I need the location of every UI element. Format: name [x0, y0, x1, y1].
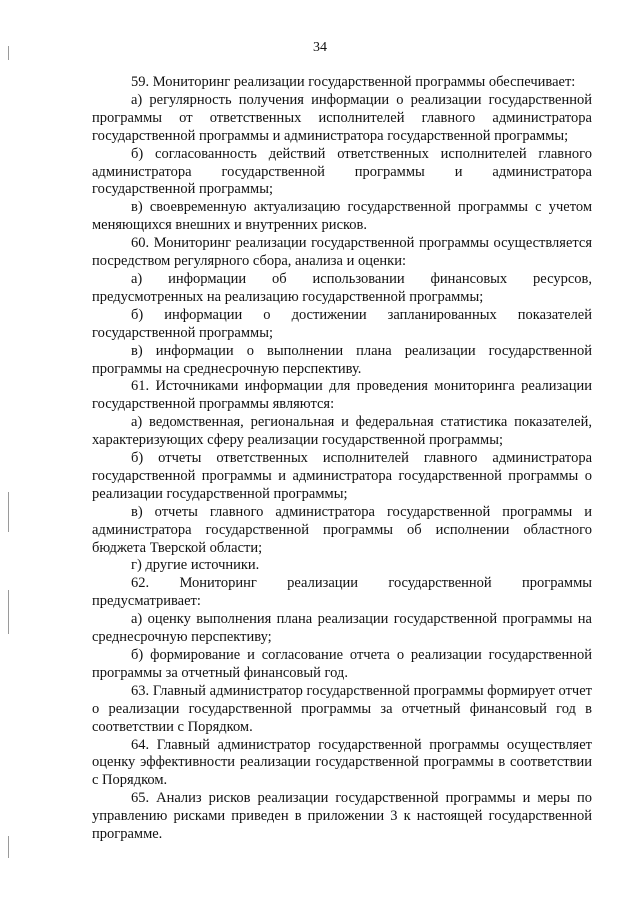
paragraph-62: 62. Мониторинг реализации государственной программы предусматривает:: [92, 575, 592, 610]
margin-mark-lower: [8, 590, 9, 634]
paragraph-65: 65. Анализ рисков реализации государственной программы и меры по управлению рисками приведен в приложении 3 к настоящей государственной программе.: [92, 790, 592, 843]
margin-mark-middle: [8, 492, 9, 532]
paragraph-61d: г) другие источники.: [131, 557, 260, 574]
paragraph-59a: а) регулярность получения информации о реализации государственной программы от ответственных исполнителей главного администратора государственной программы и администратора государственной программы;: [92, 91, 592, 144]
paragraph-61b: б) отчеты ответственных исполнителей главного администратора государственной программы и администратора государственной программы о реализации государственной программы;: [92, 450, 592, 502]
paragraph-61c: в) отчеты главного администратора государственной программы и администратора государственной программы об исполнении областного бюджета Тверской области;: [92, 503, 592, 556]
document-body: [92, 74, 592, 844]
paragraph-59: 59. Мониторинг реализации государственной программы обеспечивает:: [131, 74, 576, 90]
margin-mark-bottom: [8, 836, 9, 858]
paragraph-64: 64. Главный администратор государственной программы осуществляет оценку эффективности реализации государственной программы в соответствии с Порядком.: [92, 736, 592, 789]
paragraph-60c: в) информации о выполнении плана реализации государственной программы на среднесрочную перспективу.: [92, 342, 592, 377]
paragraph-62a: а) оценку выполнения плана реализации государственной программы на среднесрочную перспективу;: [92, 611, 592, 646]
paragraph-61: 61. Источниками информации для проведения мониторинга реализации государственной программы являются:: [92, 378, 592, 413]
paragraph-62b: б) формирование и согласование отчета о реализации государственной программы за отчетный финансовый год.: [92, 647, 592, 681]
page-number: 34: [313, 40, 327, 55]
paragraph-60b: б) информации о достижении запланированных показателей государственной программы;: [92, 306, 592, 341]
paragraph-59b: б) согласованность действий ответственных исполнителей главного администратора государственной программы и администратора государственной программы;: [92, 145, 592, 198]
paragraph-61a: а) ведомственная, региональная и федеральная статистика показателей, характеризующих сферу реализации государственной программы;: [92, 414, 592, 449]
paragraph-60: 60. Мониторинг реализации государственной программы осуществляется посредством регулярного сбора, анализа и оценки:: [92, 235, 592, 270]
paragraph-59c: в) своевременную актуализацию государственной программы с учетом меняющихся внешних и внутренних рисков.: [92, 199, 592, 234]
paragraph-60a: а) информации об использовании финансовых ресурсов, предусмотренных на реализацию государственной программы;: [92, 270, 592, 305]
paragraph-63: 63. Главный администратор государственной программы формирует отчет о реализации государственной программы за отчетный финансовый год в соответствии с Порядком.: [92, 682, 592, 735]
